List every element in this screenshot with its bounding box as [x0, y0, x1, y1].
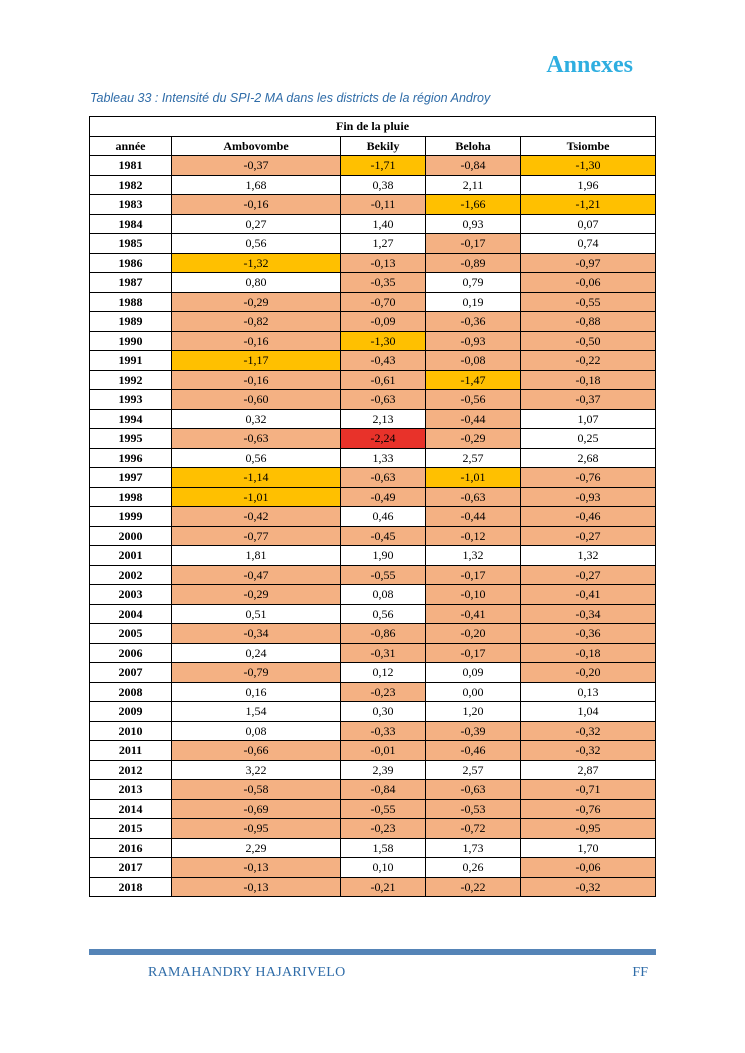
- year-cell: 1990: [90, 331, 172, 351]
- spi-cell-beloha: 1,20: [426, 702, 521, 722]
- year-cell: 1997: [90, 468, 172, 488]
- table-row: [90, 390, 656, 410]
- spi-cell-tsiombe: -0,22: [521, 351, 656, 371]
- spi-cell-bekily: 0,38: [341, 175, 426, 195]
- spi-cell-ambovombe: 0,80: [172, 273, 341, 293]
- spi-cell-beloha: 0,79: [426, 273, 521, 293]
- column-header-ambovombe: Ambovombe: [172, 136, 341, 156]
- spi-cell-tsiombe: -1,30: [521, 156, 656, 176]
- table-row: [90, 721, 656, 741]
- spi-cell-tsiombe: -0,97: [521, 253, 656, 273]
- year-cell: 1999: [90, 507, 172, 527]
- spi-cell-beloha: -0,46: [426, 741, 521, 761]
- table-row: [90, 507, 656, 527]
- table-row: [90, 682, 656, 702]
- spi-cell-tsiombe: 2,87: [521, 760, 656, 780]
- table-row: [90, 351, 656, 371]
- year-cell: 2010: [90, 721, 172, 741]
- year-cell: 2009: [90, 702, 172, 722]
- spi-cell-tsiombe: -0,36: [521, 624, 656, 644]
- spi-cell-bekily: 1,90: [341, 546, 426, 566]
- spi-cell-beloha: -0,84: [426, 156, 521, 176]
- spi-cell-bekily: -0,21: [341, 877, 426, 897]
- table-row: [90, 448, 656, 468]
- spi-cell-ambovombe: -0,13: [172, 858, 341, 878]
- spi-cell-beloha: -0,44: [426, 507, 521, 527]
- spi-cell-tsiombe: -0,93: [521, 487, 656, 507]
- column-header-year: année: [90, 136, 172, 156]
- year-cell: 2007: [90, 663, 172, 683]
- table-row: [90, 702, 656, 722]
- spi-cell-beloha: 2,57: [426, 448, 521, 468]
- year-cell: 1993: [90, 390, 172, 410]
- table-caption: Tableau 33 : Intensité du SPI-2 MA dans les districts de la région Androy: [90, 91, 491, 105]
- spi-cell-beloha: -0,36: [426, 312, 521, 332]
- table-column-header-row: [90, 136, 656, 156]
- table-row: [90, 234, 656, 254]
- column-header-bekily: Bekily: [341, 136, 426, 156]
- spi-cell-tsiombe: -0,20: [521, 663, 656, 683]
- spi-cell-ambovombe: -1,32: [172, 253, 341, 273]
- spi-cell-bekily: -0,31: [341, 643, 426, 663]
- spi-cell-bekily: -1,30: [341, 331, 426, 351]
- spi-cell-ambovombe: -0,16: [172, 195, 341, 215]
- table-row: [90, 604, 656, 624]
- spi-cell-ambovombe: -0,16: [172, 331, 341, 351]
- spi-cell-ambovombe: -0,34: [172, 624, 341, 644]
- year-cell: 1996: [90, 448, 172, 468]
- spi-cell-ambovombe: 2,29: [172, 838, 341, 858]
- spi-cell-bekily: 0,12: [341, 663, 426, 683]
- spi-cell-bekily: -0,09: [341, 312, 426, 332]
- footer-code: FF: [632, 965, 648, 980]
- year-cell: 2003: [90, 585, 172, 605]
- spi-cell-bekily: -0,55: [341, 799, 426, 819]
- table-row: [90, 253, 656, 273]
- table-row: [90, 370, 656, 390]
- spi-cell-ambovombe: -0,13: [172, 877, 341, 897]
- spi-cell-beloha: -0,39: [426, 721, 521, 741]
- spi-cell-ambovombe: -0,37: [172, 156, 341, 176]
- column-header-tsiombe: Tsiombe: [521, 136, 656, 156]
- year-cell: 1984: [90, 214, 172, 234]
- year-cell: 1985: [90, 234, 172, 254]
- spi-cell-beloha: 1,32: [426, 546, 521, 566]
- spi-cell-beloha: -0,53: [426, 799, 521, 819]
- spi-cell-beloha: -0,20: [426, 624, 521, 644]
- spi-cell-beloha: -0,56: [426, 390, 521, 410]
- spi-cell-beloha: -0,29: [426, 429, 521, 449]
- spi-cell-beloha: 1,73: [426, 838, 521, 858]
- year-cell: 2012: [90, 760, 172, 780]
- spi-cell-beloha: 0,00: [426, 682, 521, 702]
- table-row: [90, 214, 656, 234]
- year-cell: 1983: [90, 195, 172, 215]
- year-cell: 2000: [90, 526, 172, 546]
- spi-cell-bekily: -0,33: [341, 721, 426, 741]
- spi-cell-ambovombe: 0,32: [172, 409, 341, 429]
- spi-cell-bekily: -0,23: [341, 819, 426, 839]
- spi-cell-beloha: -0,63: [426, 780, 521, 800]
- spi-cell-ambovombe: 1,68: [172, 175, 341, 195]
- column-header-beloha: Beloha: [426, 136, 521, 156]
- spi-cell-tsiombe: 0,07: [521, 214, 656, 234]
- spi-cell-ambovombe: 1,81: [172, 546, 341, 566]
- spi-cell-ambovombe: 0,56: [172, 448, 341, 468]
- spi-cell-tsiombe: -0,27: [521, 526, 656, 546]
- spi-cell-beloha: -0,22: [426, 877, 521, 897]
- year-cell: 1994: [90, 409, 172, 429]
- spi-cell-bekily: 0,46: [341, 507, 426, 527]
- year-cell: 1988: [90, 292, 172, 312]
- table-row: [90, 331, 656, 351]
- spi-cell-beloha: -0,41: [426, 604, 521, 624]
- spi-cell-ambovombe: 0,27: [172, 214, 341, 234]
- spi-cell-bekily: 0,30: [341, 702, 426, 722]
- spi-cell-tsiombe: 1,96: [521, 175, 656, 195]
- spi-cell-beloha: 0,26: [426, 858, 521, 878]
- spi-cell-ambovombe: 0,16: [172, 682, 341, 702]
- spi-cell-beloha: -0,10: [426, 585, 521, 605]
- table-row: [90, 780, 656, 800]
- spi-cell-tsiombe: -0,46: [521, 507, 656, 527]
- spi-cell-ambovombe: 0,56: [172, 234, 341, 254]
- year-cell: 2014: [90, 799, 172, 819]
- table-row: [90, 273, 656, 293]
- spi-cell-bekily: -0,43: [341, 351, 426, 371]
- year-cell: 2004: [90, 604, 172, 624]
- table-row: [90, 429, 656, 449]
- spi-cell-tsiombe: 2,68: [521, 448, 656, 468]
- year-cell: 1995: [90, 429, 172, 449]
- spi-cell-ambovombe: -1,17: [172, 351, 341, 371]
- spi-cell-tsiombe: -0,18: [521, 643, 656, 663]
- spi-cell-ambovombe: 0,24: [172, 643, 341, 663]
- spi-cell-bekily: -0,86: [341, 624, 426, 644]
- spi-cell-beloha: 2,57: [426, 760, 521, 780]
- year-cell: 2001: [90, 546, 172, 566]
- table-row: [90, 175, 656, 195]
- table-row: [90, 195, 656, 215]
- table-row: [90, 312, 656, 332]
- year-cell: 1981: [90, 156, 172, 176]
- spi-cell-tsiombe: -0,95: [521, 819, 656, 839]
- spi-cell-bekily: 0,10: [341, 858, 426, 878]
- table-row: [90, 565, 656, 585]
- spi-cell-bekily: 2,13: [341, 409, 426, 429]
- spi-cell-tsiombe: 0,74: [521, 234, 656, 254]
- year-cell: 1986: [90, 253, 172, 273]
- year-cell: 2006: [90, 643, 172, 663]
- year-cell: 2005: [90, 624, 172, 644]
- table-row: [90, 624, 656, 644]
- spi-cell-tsiombe: -0,32: [521, 721, 656, 741]
- table-row: [90, 526, 656, 546]
- table-row: [90, 468, 656, 488]
- spi-cell-beloha: -0,44: [426, 409, 521, 429]
- spi-table: [89, 116, 656, 897]
- spi-cell-ambovombe: -0,79: [172, 663, 341, 683]
- spi-cell-tsiombe: -0,41: [521, 585, 656, 605]
- spi-cell-ambovombe: -0,77: [172, 526, 341, 546]
- spi-cell-tsiombe: 1,04: [521, 702, 656, 722]
- spi-cell-bekily: -0,11: [341, 195, 426, 215]
- spi-cell-ambovombe: -1,14: [172, 468, 341, 488]
- spi-cell-tsiombe: -0,50: [521, 331, 656, 351]
- year-cell: 2013: [90, 780, 172, 800]
- table-row: [90, 292, 656, 312]
- table-row: [90, 409, 656, 429]
- spi-cell-tsiombe: 0,25: [521, 429, 656, 449]
- spi-cell-ambovombe: -0,95: [172, 819, 341, 839]
- spi-cell-ambovombe: -0,42: [172, 507, 341, 527]
- spi-cell-ambovombe: -0,58: [172, 780, 341, 800]
- year-cell: 2016: [90, 838, 172, 858]
- table-row: [90, 585, 656, 605]
- spi-cell-ambovombe: -0,82: [172, 312, 341, 332]
- table-row: [90, 741, 656, 761]
- spi-cell-bekily: -0,13: [341, 253, 426, 273]
- spi-cell-tsiombe: -0,55: [521, 292, 656, 312]
- spi-cell-beloha: 0,09: [426, 663, 521, 683]
- year-cell: 2011: [90, 741, 172, 761]
- spi-cell-ambovombe: -1,01: [172, 487, 341, 507]
- spi-cell-bekily: 1,27: [341, 234, 426, 254]
- table-row: [90, 760, 656, 780]
- spi-cell-ambovombe: -0,63: [172, 429, 341, 449]
- spi-cell-ambovombe: 0,51: [172, 604, 341, 624]
- spi-cell-ambovombe: 0,08: [172, 721, 341, 741]
- table-row: [90, 546, 656, 566]
- spi-cell-bekily: -0,45: [341, 526, 426, 546]
- spi-cell-beloha: -0,63: [426, 487, 521, 507]
- spi-cell-ambovombe: -0,29: [172, 585, 341, 605]
- spi-cell-tsiombe: -0,27: [521, 565, 656, 585]
- spi-cell-beloha: -0,17: [426, 234, 521, 254]
- spi-cell-tsiombe: -0,32: [521, 741, 656, 761]
- year-cell: 2015: [90, 819, 172, 839]
- year-cell: 2002: [90, 565, 172, 585]
- spi-cell-bekily: 1,33: [341, 448, 426, 468]
- year-cell: 2008: [90, 682, 172, 702]
- spi-cell-bekily: 1,40: [341, 214, 426, 234]
- spi-cell-ambovombe: -0,16: [172, 370, 341, 390]
- table-row: [90, 819, 656, 839]
- spi-cell-ambovombe: -0,66: [172, 741, 341, 761]
- spi-cell-bekily: -1,71: [341, 156, 426, 176]
- spi-cell-beloha: -0,12: [426, 526, 521, 546]
- year-cell: 1987: [90, 273, 172, 293]
- spi-cell-tsiombe: -0,71: [521, 780, 656, 800]
- footer-author: RAMAHANDRY HAJARIVELO: [148, 965, 346, 980]
- spi-cell-bekily: 1,58: [341, 838, 426, 858]
- spi-cell-tsiombe: -0,06: [521, 858, 656, 878]
- year-cell: 1982: [90, 175, 172, 195]
- year-cell: 1989: [90, 312, 172, 332]
- footer-divider: [89, 949, 656, 955]
- spi-cell-bekily: -0,55: [341, 565, 426, 585]
- table-row: [90, 838, 656, 858]
- spi-cell-tsiombe: 1,07: [521, 409, 656, 429]
- spi-cell-beloha: -0,08: [426, 351, 521, 371]
- spi-cell-beloha: -0,17: [426, 643, 521, 663]
- table-body: [90, 156, 656, 897]
- spi-cell-tsiombe: 0,13: [521, 682, 656, 702]
- spi-cell-tsiombe: 1,70: [521, 838, 656, 858]
- spi-cell-beloha: 0,19: [426, 292, 521, 312]
- table-row: [90, 643, 656, 663]
- table-row: [90, 799, 656, 819]
- spi-cell-bekily: -0,35: [341, 273, 426, 293]
- spi-cell-bekily: -0,63: [341, 468, 426, 488]
- table-row: [90, 663, 656, 683]
- year-cell: 1992: [90, 370, 172, 390]
- spi-cell-bekily: -0,84: [341, 780, 426, 800]
- year-cell: 2017: [90, 858, 172, 878]
- section-title: Annexes: [546, 52, 633, 78]
- spi-cell-ambovombe: -0,47: [172, 565, 341, 585]
- spi-cell-tsiombe: -0,34: [521, 604, 656, 624]
- spi-cell-ambovombe: -0,29: [172, 292, 341, 312]
- spi-cell-bekily: -0,61: [341, 370, 426, 390]
- spi-cell-bekily: -2,24: [341, 429, 426, 449]
- table-group-header-row: [90, 117, 656, 137]
- year-cell: 1991: [90, 351, 172, 371]
- spi-cell-beloha: -1,01: [426, 468, 521, 488]
- spi-cell-tsiombe: -0,88: [521, 312, 656, 332]
- spi-cell-bekily: 2,39: [341, 760, 426, 780]
- year-cell: 1998: [90, 487, 172, 507]
- spi-cell-beloha: -1,66: [426, 195, 521, 215]
- spi-cell-tsiombe: -0,37: [521, 390, 656, 410]
- table-row: [90, 858, 656, 878]
- spi-cell-ambovombe: -0,60: [172, 390, 341, 410]
- spi-cell-tsiombe: -1,21: [521, 195, 656, 215]
- spi-cell-tsiombe: -0,06: [521, 273, 656, 293]
- spi-cell-beloha: -1,47: [426, 370, 521, 390]
- spi-cell-beloha: -0,89: [426, 253, 521, 273]
- year-cell: 2018: [90, 877, 172, 897]
- spi-cell-beloha: 2,11: [426, 175, 521, 195]
- spi-cell-beloha: -0,72: [426, 819, 521, 839]
- spi-cell-tsiombe: 1,32: [521, 546, 656, 566]
- spi-cell-tsiombe: -0,76: [521, 799, 656, 819]
- spi-cell-bekily: 0,08: [341, 585, 426, 605]
- spi-cell-tsiombe: -0,76: [521, 468, 656, 488]
- spi-cell-ambovombe: 1,54: [172, 702, 341, 722]
- spi-cell-beloha: 0,93: [426, 214, 521, 234]
- spi-cell-beloha: -0,17: [426, 565, 521, 585]
- spi-cell-bekily: -0,23: [341, 682, 426, 702]
- spi-cell-bekily: -0,70: [341, 292, 426, 312]
- table-row: [90, 877, 656, 897]
- spi-cell-bekily: -0,01: [341, 741, 426, 761]
- spi-cell-ambovombe: -0,69: [172, 799, 341, 819]
- spi-cell-bekily: -0,49: [341, 487, 426, 507]
- table-row: [90, 487, 656, 507]
- spi-cell-tsiombe: -0,18: [521, 370, 656, 390]
- spi-cell-bekily: 0,56: [341, 604, 426, 624]
- spi-cell-beloha: -0,93: [426, 331, 521, 351]
- spi-cell-tsiombe: -0,32: [521, 877, 656, 897]
- table-row: [90, 156, 656, 176]
- spi-cell-bekily: -0,63: [341, 390, 426, 410]
- group-header: Fin de la pluie: [90, 117, 656, 137]
- spi-cell-ambovombe: 3,22: [172, 760, 341, 780]
